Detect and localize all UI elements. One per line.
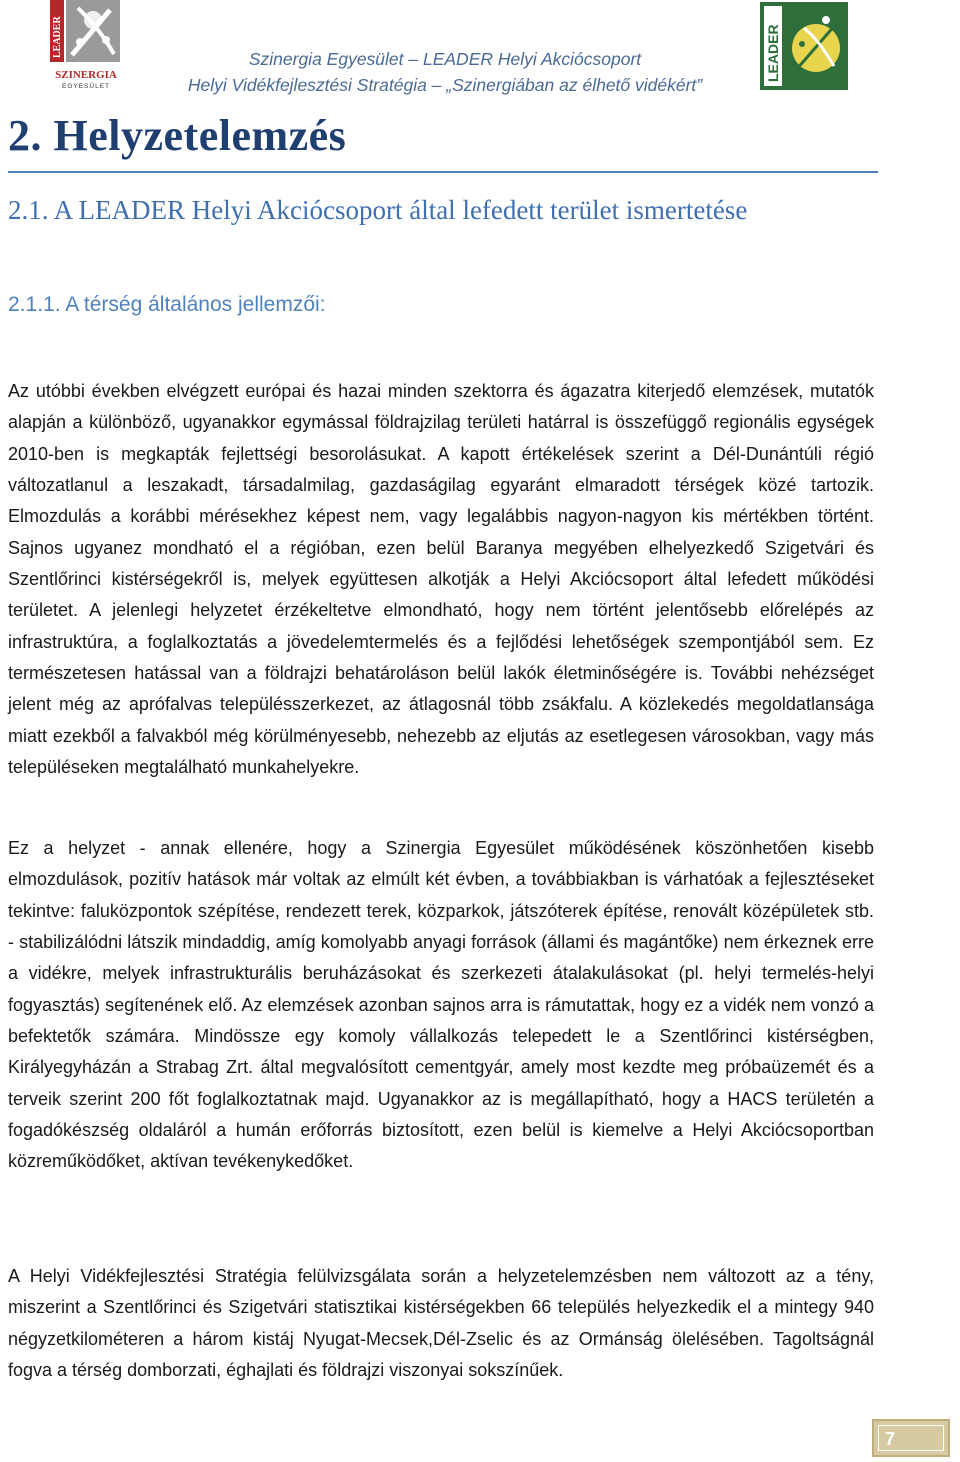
section-title: 2. Helyzetelemzés	[8, 111, 347, 160]
header-title	[160, 46, 730, 98]
title-divider	[8, 171, 878, 173]
leader-logo-text: LEADER	[765, 24, 781, 82]
subsection-title: 2.1. A LEADER Helyi Akciócsoport által lefedett terület ismertetése	[8, 195, 748, 225]
subsubsection-title: 2.1.1. A térség általános jellemzői:	[8, 293, 326, 316]
szinergia-logo	[50, 0, 122, 92]
header-line-1: Szinergia Egyesület – LEADER Helyi Akciócsoport	[248, 49, 642, 69]
body-paragraph-2-container	[8, 833, 874, 1178]
szinergia-logo-name: SZINERGIA	[55, 69, 117, 81]
body-paragraph: Az utóbbi években elvégzett európai és hazai minden szektorra és ágazatra kiterjedő elemzések, mutatók alapján a különböző, ugyanakkor egymással földrajzilag területi határral is összefüggő regionális egységek 2010-ben is megkapták fejlettségi besorolásukat. A kapott értékelések szerint a Dél-Dunántúli régió változatlanul a leszakadt, társadalmilag, gazdaságilag egyaránt elmaradott térségek közé tartozik. Elmozdulás a korábbi mérésekhez képest nem, vagy legalábbis nagyon-nagyon kis mértékben történt. Sajnos ugyanez mondható el a régióban, ezen belül Baranya megyében elhelyezkedő Szigetvári és Szentlőrinci kistérségekről is, melyek együttesen alkotják a Helyi Akciócsoport által lefedett működési területet. A jelenlegi helyzetet érzékeltetve elmondható, hogy nem történt jelentősebb előrelépés az infrastruktúra, a foglalkoztatás a jövedelemtermelés és a fejlődési lehetőségek szempontjából sem. Ez természetesen hatással van a földrajzi behatároláson belül lakók életminőségére is. További nehézséget jelent még az aprófalvas településszerkezet, az átlagosnál több zsákfalu. A közlekedés megoldatlansága miatt ezekből a falvakból még körülményesebb, nehezebb az eljutás az esetlegesen városokban, vagy más településeken megtalálható munkahelyekre.	[8, 381, 874, 778]
body-paragraph-1-container	[8, 376, 874, 783]
leader-vertical-text: LEADER	[52, 16, 63, 58]
header-line-2: Helyi Vidékfejlesztési Stratégia – „Szinergiában az élhető vidékért”	[187, 75, 703, 95]
body-paragraph: A Helyi Vidékfejlesztési Stratégia felülvizsgálata során a helyzetelemzésben nem változott az a tény, miszerint a Szentlőrinci és Szigetvári statisztikai kistérségekben 66 település helyezkedik el a mintegy 940 négyzetkilométeren a három kistáj Nyugat-Mecsek,Dél-Zselic és az Ormánság ölelésében. Tagoltságnál fogva a térség domborzati, éghajlati és földrajzi viszonyai sokszínűek.	[8, 1266, 874, 1381]
body-paragraph: Ez a helyzet - annak ellenére, hogy a Szinergia Egyesület működésének köszönhetően kisebb elmozdulások, pozitív hatások már voltak az elmúlt két évben, a továbbiakban is várhatóak a fejlesztéseket tekintve: faluközpontok szépítése, rendezett terek, közparkok, játszóterek építése, renovált középületek stb. - stabilizálódni látszik mindaddig, amíg komolyabb anyagi források (állami és magántőke) nem érkeznek erre a vidékre, melyek infrastrukturális beruházásokat és szerkezeti átalakulásokat (pl. helyi termelés-helyi fogyasztás) segítenének elő. Az elemzések azonban sajnos arra is rámutattak, hogy ez a vidék nem vonzó a befektetők számára. Mindössze egy komoly vállalkozás telepedett le a Szentlőrinci kistérségben, Királyegyházán a Strabag Zrt. által megvalósított cementgyár, amely most kezdte meg próbaüzemét és a terveik szerint 200 főt foglalkoztatnak majd. Ugyanakkor az is megállapítható, hogy a HACS területén a fogadókészség oldaláról a humán erőforrás biztosított, ezen belül is kiemelve a Helyi Akciócsoportban közreműködőket, aktívan tevékenykedőket.	[8, 838, 874, 1172]
page-number-badge	[872, 1419, 950, 1457]
page-number: 7	[878, 1425, 944, 1451]
szinergia-logo-sub: EGYESÜLET	[61, 83, 111, 90]
leader-logo	[756, 0, 852, 92]
page-header	[0, 0, 960, 110]
body-paragraph-3-container	[8, 1261, 874, 1386]
